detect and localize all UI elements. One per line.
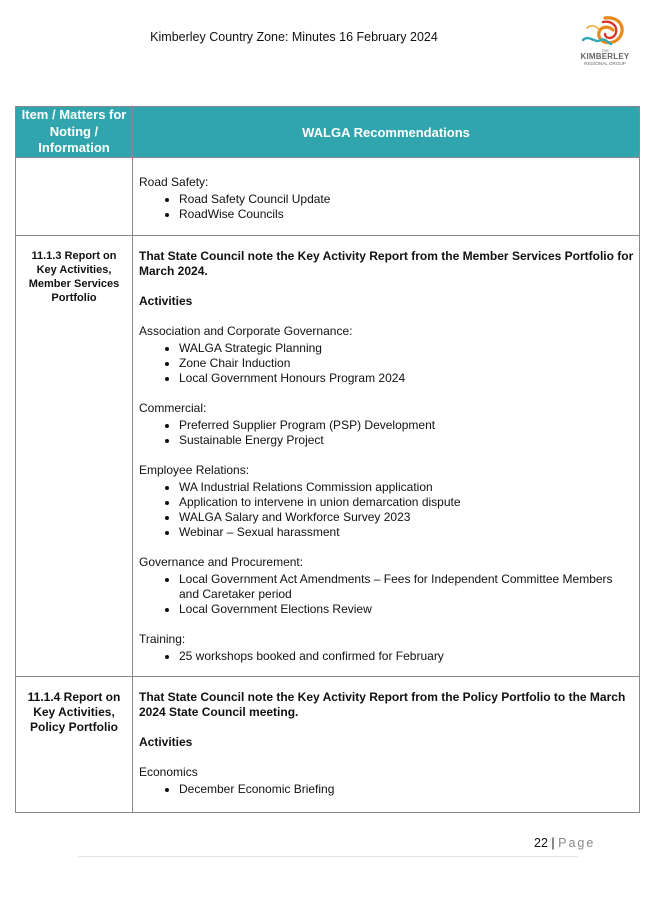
bullet-list: [139, 782, 635, 797]
list-item: • Road Safety Council Update: [179, 192, 635, 207]
resolution-text: That State Council note the Key Activity Report from the Policy Portfolio to the March 2024 State Council meeting.: [139, 690, 626, 719]
logo-name: KIMBERLEY: [580, 52, 630, 61]
column-header-item: Item / Matters for Noting / Information: [16, 107, 133, 158]
bullet-list: [139, 480, 635, 540]
list-item: • WA Industrial Relations Commission application: [179, 480, 635, 495]
logo-swirl-icon: [575, 14, 635, 50]
list-item: • Application to intervene in union demarcation dispute: [179, 495, 635, 510]
page-number: 22: [534, 836, 548, 850]
footer-divider: [78, 856, 578, 857]
list-item: • WALGA Salary and Workforce Survey 2023: [179, 510, 635, 525]
bullet-list: [139, 192, 635, 222]
resolution-text: That State Council note the Key Activity Report from the Member Services Portfolio for March 2024.: [139, 249, 634, 278]
activities-heading: Activities: [139, 294, 193, 308]
list-item: • RoadWise Councils: [179, 207, 635, 222]
activities-heading: Activities: [139, 735, 193, 749]
bullet-list: [139, 572, 635, 617]
list-item: • 25 workshops booked and confirmed for February: [179, 649, 635, 664]
section-label: Economics: [139, 765, 198, 779]
logo-subtitle: REGIONAL GROUP: [584, 61, 626, 66]
walga-recommendations-table: [15, 106, 640, 813]
section-label: Employee Relations:: [139, 463, 250, 477]
section-label: Governance and Procurement:: [139, 555, 304, 569]
list-item: • Local Government Honours Program 2024: [179, 371, 635, 386]
list-item: • Local Government Elections Review: [179, 602, 635, 617]
table-row: [16, 158, 640, 236]
row-item-cell: 11.1.4 Report on Key Activities, Policy Portfolio: [16, 677, 133, 813]
list-item: • December Economic Briefing: [179, 782, 635, 797]
list-item: • Preferred Supplier Program (PSP) Development: [179, 418, 635, 433]
kimberley-regional-group-logo: [575, 14, 635, 70]
table-header-row: [16, 107, 640, 158]
bullet-list: [139, 341, 635, 386]
section-label: Association and Corporate Governance:: [139, 324, 353, 338]
column-header-recommendations: WALGA Recommendations: [133, 107, 640, 158]
list-item: • Local Government Act Amendments – Fees for Independent Committee Members and Caretaker period: [179, 572, 635, 602]
row-recommendation-cell: [133, 677, 640, 813]
section-label: Road Safety:: [139, 175, 209, 189]
table-row: [16, 236, 640, 677]
list-item: • WALGA Strategic Planning: [179, 341, 635, 356]
list-item: • Zone Chair Induction: [179, 356, 635, 371]
list-item: • Webinar – Sexual harassment: [179, 525, 635, 540]
row-item-cell: [16, 158, 133, 236]
row-recommendation-cell: [133, 236, 640, 677]
bullet-list: [139, 649, 635, 664]
page-label: Page: [558, 836, 596, 850]
row-item-cell: 11.1.3 Report on Key Activities, Member Services Portfolio: [16, 236, 133, 677]
page-footer: [534, 836, 595, 850]
logo-small-text: THE: [601, 48, 609, 53]
section-label: Training:: [139, 632, 186, 646]
list-item: • Sustainable Energy Project: [179, 433, 635, 448]
footer-separator: |: [551, 836, 555, 850]
row-recommendation-cell: [133, 158, 640, 236]
bullet-list: [139, 418, 635, 448]
table-row: [16, 677, 640, 813]
page-header-title: Kimberley Country Zone: Minutes 16 February 2024: [150, 30, 438, 44]
section-label: Commercial:: [139, 401, 207, 415]
